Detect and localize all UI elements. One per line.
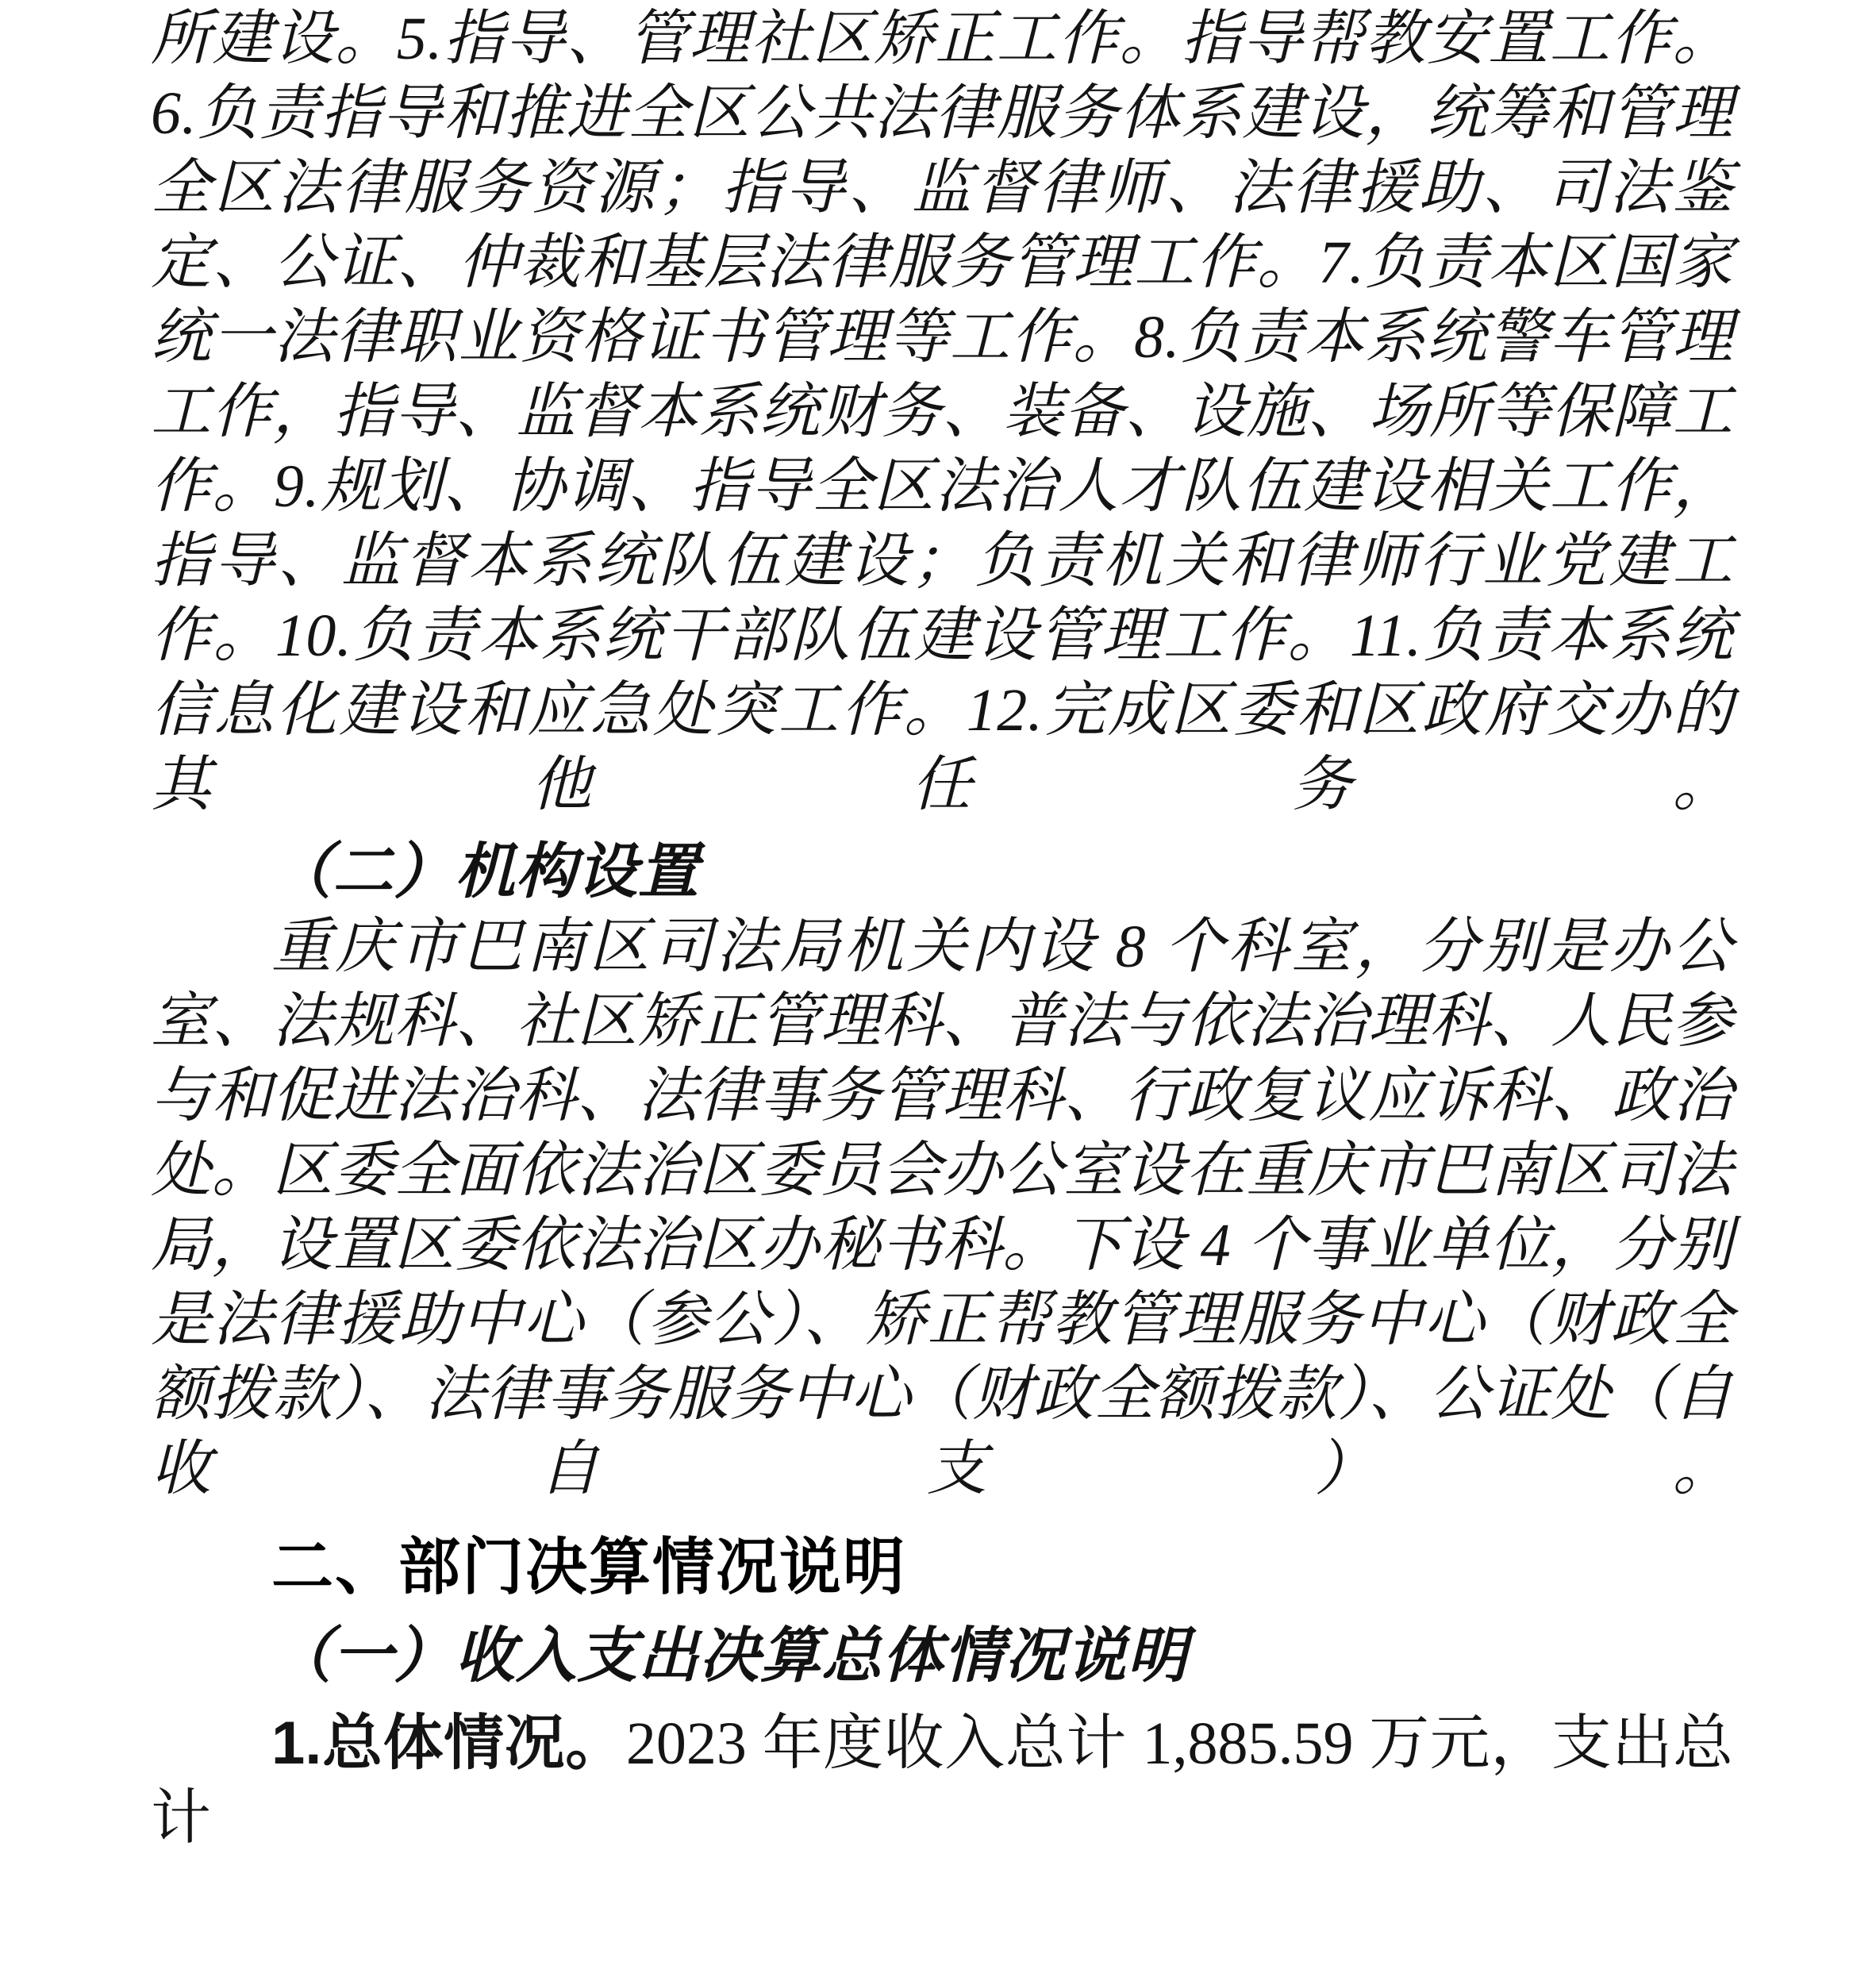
text-overall-figures: 2023 年度收入总计 1,885.59 万元，支出总计 bbox=[151, 1710, 1734, 1852]
label-overall-situation: 1.总体情况。 bbox=[271, 1710, 626, 1777]
heading-section-two-one: （一）收入支出决算总体情况说明 bbox=[271, 1623, 1188, 1690]
heading-section-two: 二、部门决算情况说明 bbox=[271, 1532, 907, 1602]
paragraph-organizational-setup: 重庆市巴南区司法局机关内设 8 个科室，分别是办公室、法规科、社区矫正管理科、普法与依法治理科、人民参与和促进法治科、法律事务管理科、行政复议应诉科、政治处。区委全面依法治区委员会办公室设在重庆市巴南区司法局，设置区委依法治区办秘书科。下设 4 个事业单位，分别是法律援助中心（参公）、矫正帮教管理服务中心（财政全额拨款）、法律事务服务中心（财政全额拨款）、公证处（自收自支）。 bbox=[151, 913, 1733, 1502]
heading-spacer-2 bbox=[151, 1694, 1733, 1706]
paragraph-spacer bbox=[151, 822, 1733, 835]
document-body bbox=[151, 0, 1733, 1856]
paragraph-overall-situation bbox=[151, 1706, 1733, 1856]
heading-organizational-setup: （二）机构设置 bbox=[271, 839, 699, 906]
heading-spacer bbox=[151, 1606, 1733, 1619]
paragraph-duties-continued: 所建设。5.指导、管理社区矫正工作。指导帮教安置工作。6.负责指导和推进全区公共法律服务体系建设，统筹和管理全区法律服务资源；指导、监督律师、法律援助、司法鉴定、公证、仲裁和基层法律服务管理工作。7.负责本区国家统一法律职业资格证书管理等工作。8.负责本系统警车管理工作，指导、监督本系统财务、装备、设施、场所等保障工作。9.规划、协调、指导全区法治人才队伍建设相关工作，指导、监督本系统队伍建设；负责机关和律师行业党建工作。10.负责本系统干部队伍建设管理工作。11.负责本系统信息化建设和应急处突工作。12.完成区委和区政府交办的其他任务。 bbox=[151, 6, 1733, 818]
section-spacer bbox=[151, 1506, 1733, 1527]
